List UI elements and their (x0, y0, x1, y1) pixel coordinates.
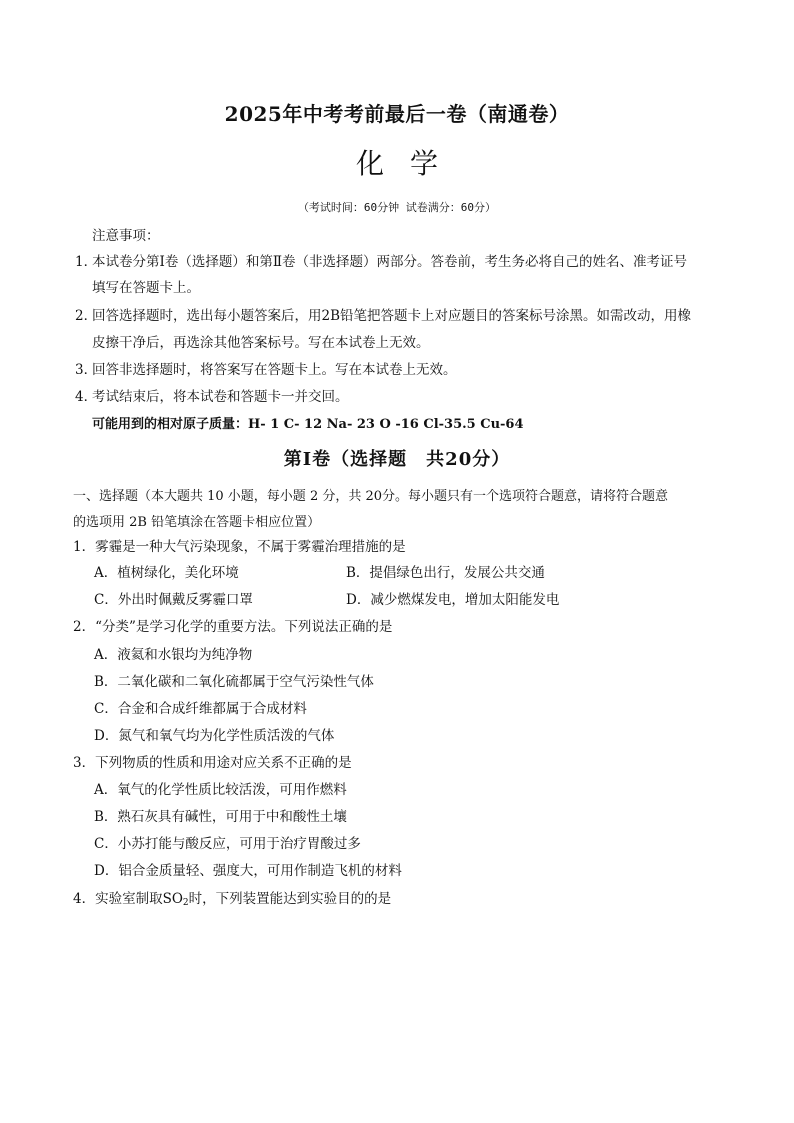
question-2-option-a: A．液氦和水银均为纯净物 (94, 647, 253, 663)
notice-2-line-2: 皮擦干净后，再选涂其他答案标号。写在本试卷上无效。 (92, 335, 430, 351)
question-3-stem: 3．下列物质的性质和用途对应关系不正确的是 (73, 755, 352, 771)
question-1-option-d: D．减少燃煤发电，增加太阳能发电 (346, 592, 560, 608)
question-1-option-a: A．植树绿化，美化环境 (94, 565, 239, 581)
notice-1-line-1: 本试卷分第Ⅰ卷（选择题）和第Ⅱ卷（非选择题）两部分。答卷前，考生务必将自己的姓名、准考证号 (92, 254, 688, 270)
question-4-subscript: 2 (182, 898, 189, 908)
section-title: 第Ⅰ卷（选择题 共20分） (283, 449, 511, 470)
notice-1-line-2: 填写在答题卡上。 (92, 280, 200, 296)
question-4-stem-end: 时，下列装置能达到实验目的的是 (188, 891, 392, 907)
exam-info: （考试时间：60分钟 试卷满分：60分） (297, 201, 497, 214)
question-3-option-b: B．熟石灰具有碱性，可用于中和酸性土壤 (94, 809, 347, 825)
notice-3-line-1: 回答非选择题时，将答案写在答题卡上。写在本试卷上无效。 (92, 362, 457, 378)
question-3-option-a: A．氧气的化学性质比较活泼，可用作燃料 (94, 782, 347, 798)
section-intro-line-2: 的选项用 2B 铅笔填涂在答题卡相应位置） (73, 515, 321, 530)
question-1-option-c: C．外出时佩戴反雾霾口罩 (94, 592, 253, 608)
question-1-option-b: B．提倡绿色出行，发展公共交通 (346, 565, 545, 581)
question-4-stem (73, 889, 391, 913)
question-2-option-c: C．合金和合成纤维都属于合成材料 (94, 701, 307, 717)
question-3-option-d: D．铝合金质量轻、强度大，可用作制造飞机的材料 (94, 863, 402, 879)
question-4-stem-start: 4．实验室制取SO (73, 891, 183, 907)
section-intro-line-1: 一、选择题（本大题共 10 小题，每小题 2 分，共 20分。每小题只有一个选项符合题意，请将符合题意 (73, 489, 669, 504)
atomic-masses: 可能用到的相对原子质量：H- 1 C- 12 Na- 23 O -16 Cl-35.5 Cu-64 (92, 417, 524, 432)
subject-title: 化学 (355, 147, 464, 180)
question-2-option-b: B．二氧化碳和二氧化硫都属于空气污染性气体 (94, 674, 374, 690)
notice-2-number: 2． (75, 308, 98, 324)
notice-3-number: 3． (75, 362, 98, 378)
question-3-option-c: C．小苏打能与酸反应，可用于治疗胃酸过多 (94, 836, 361, 852)
notice-2-line-1: 回答选择题时，选出每小题答案后，用2B铅笔把答题卡上对应题目的答案标号涂黑。如需改动，用橡 (92, 308, 692, 324)
notice-4-number: 4． (75, 389, 98, 405)
question-2-stem: 2．“分类”是学习化学的重要方法。下列说法正确的是 (73, 619, 393, 635)
main-title: 2025年中考考前最后一卷（南通卷） (224, 102, 570, 126)
notice-4-line-1: 考试结束后，将本试卷和答题卡一并交回。 (92, 389, 349, 405)
question-1-stem: 1．雾霾是一种大气污染现象，不属于雾霾治理措施的是 (73, 539, 406, 555)
notice-heading: 注意事项： (92, 228, 160, 244)
question-2-option-d: D．氮气和氧气均为化学性质活泼的气体 (94, 728, 335, 744)
notice-1-number: 1． (75, 254, 98, 270)
